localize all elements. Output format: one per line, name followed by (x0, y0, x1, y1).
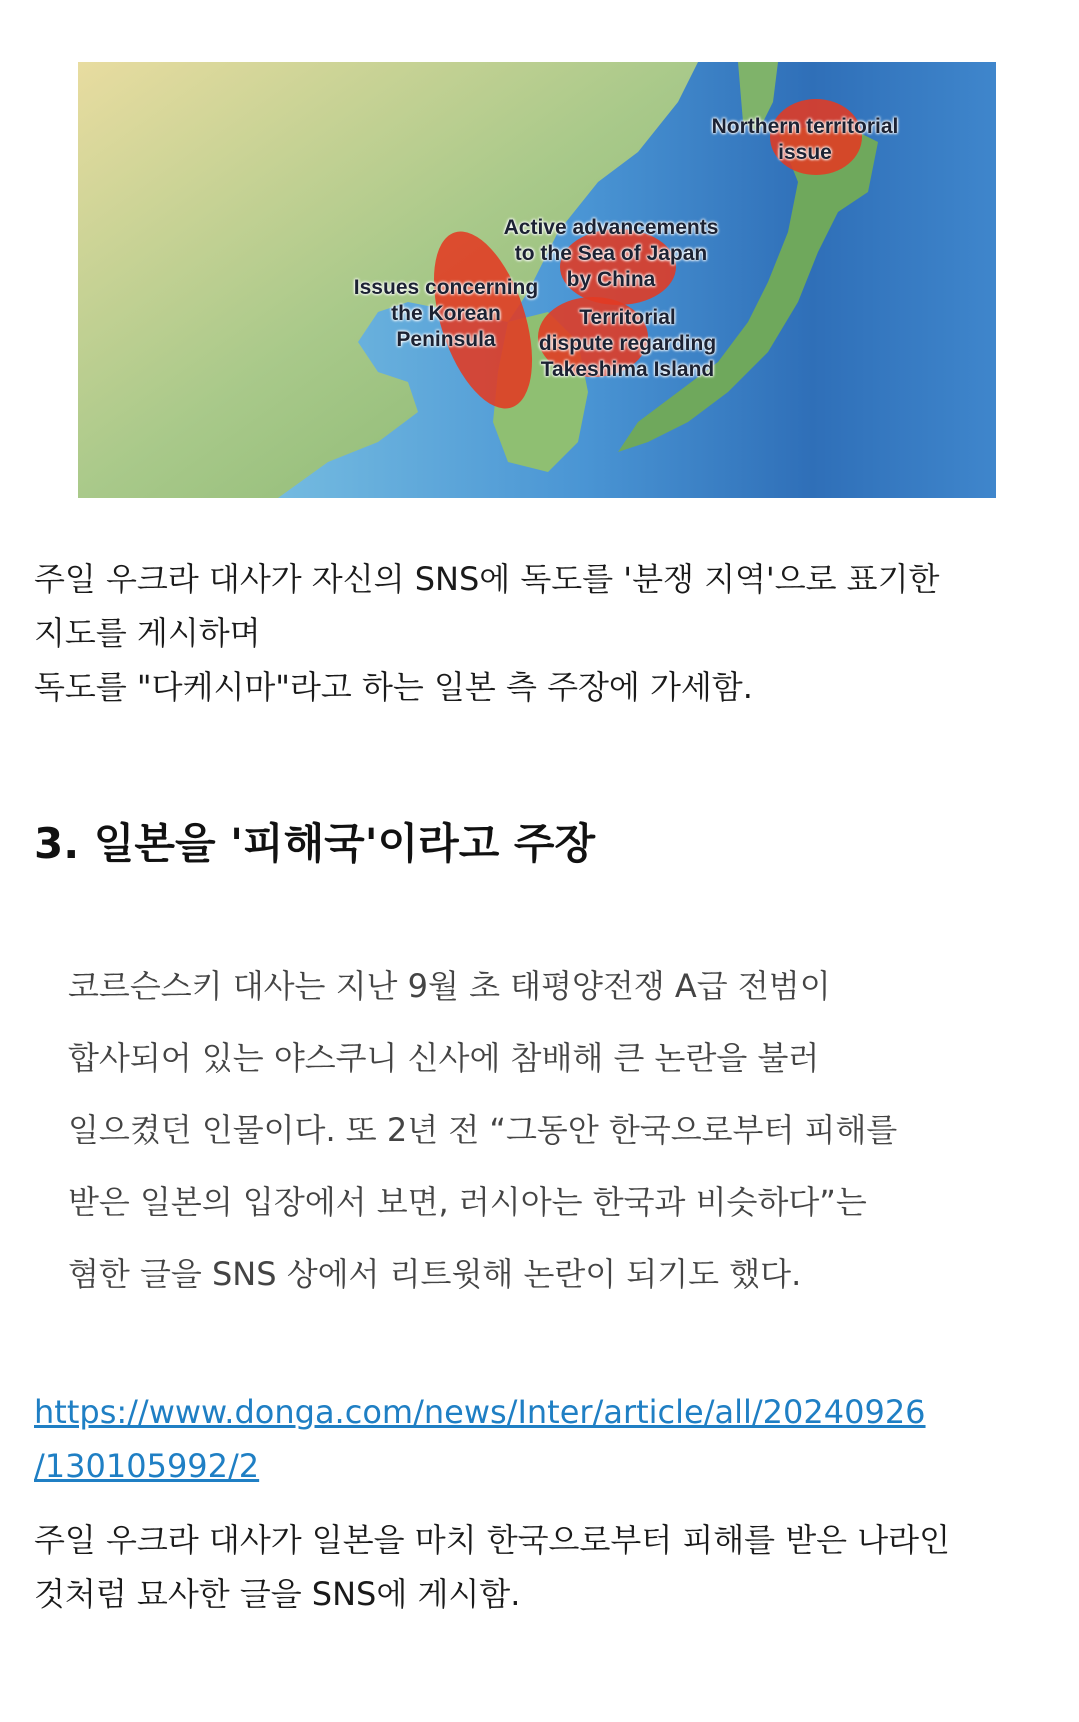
northern-territorial-label: Northern territorial issue (711, 115, 899, 164)
intro-paragraph: 주일 우크라 대사가 자신의 SNS에 독도를 '분쟁 지역'으로 표기한 지도를 게시하며 독도를 "다케시마"라고 하는 일본 측 주장에 가세함. (34, 560, 940, 706)
takeshima-dispute-label: Territorial dispute regarding Takeshima Island (538, 306, 717, 381)
quoted-article-excerpt: 코르슨스키 대사는 지난 9월 초 태평양전쟁 A급 전범이 합사되어 있는 야스쿠니 신사에 참배해 큰 논란을 불러 일으켰던 인물이다. 또 2년 전 “그동안 한국으로부터 피해를 받은 일본의 입장에서 보면, 러시아는 한국과 비슷하다”는 혐한 글을 SNS 상에서 리트윗해 논란이 되기도 했다. (68, 967, 898, 1293)
closing-paragraph: 주일 우크라 대사가 일본을 마치 한국으로부터 피해를 받은 나라인 것처럼 묘사한 글을 SNS에 게시함. (34, 1521, 951, 1613)
china-advancement-label: Active advancements to the Sea of Japan by China (503, 216, 719, 291)
section-heading: 3. 일본을 '피해국'이라고 주장 (34, 819, 596, 868)
article-link[interactable]: https://www.donga.com/news/Inter/article/all/20240926 /130105992/2 (34, 1393, 926, 1485)
territorial-issues-map (78, 62, 996, 498)
korean-peninsula-label: Issues concerning the Korean Peninsula (353, 276, 539, 351)
